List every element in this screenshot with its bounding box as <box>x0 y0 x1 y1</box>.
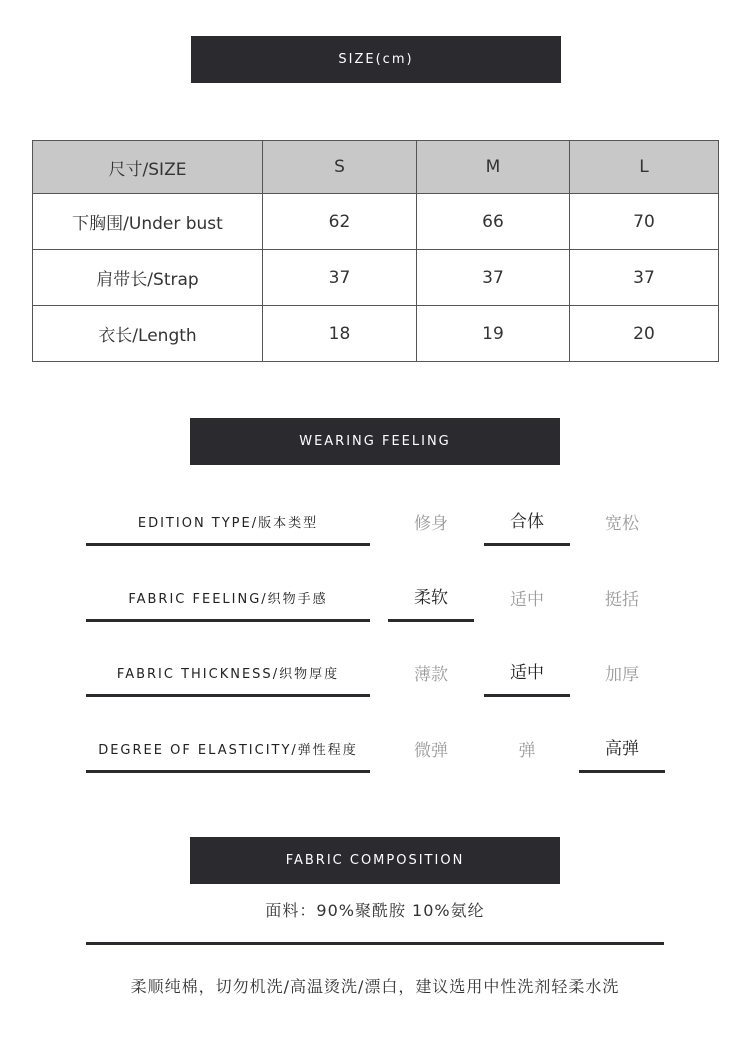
feel-row-fabric-feeling <box>0 575 750 625</box>
table-row <box>33 306 719 362</box>
table-cell: 37 <box>417 250 570 306</box>
feel-option: 弹 <box>518 740 536 761</box>
feel-option: 加厚 <box>605 664 639 685</box>
feel-row-edition-type <box>0 499 750 549</box>
size-header-label: 尺寸/SIZE <box>33 141 263 194</box>
feel-option: 适中 <box>510 589 544 610</box>
wearing-feeling-title: WEARING FEELING <box>299 434 451 449</box>
feel-option-selected: 高弹 <box>579 726 665 773</box>
fabric-composition-text: 面料：90%聚酰胺 10%氨纶 <box>265 900 485 920</box>
feel-underline <box>86 694 370 697</box>
table-cell: 70 <box>570 194 719 250</box>
care-instructions: 柔顺纯棉，切勿机洗/高温烫洗/漂白，建议选用中性洗剂轻柔水洗 <box>130 976 620 996</box>
feel-option: 宽松 <box>605 513 639 534</box>
feel-option: 修身 <box>414 513 448 534</box>
size-section-title: SIZE(cm) <box>338 52 414 67</box>
feel-row-fabric-thickness <box>0 650 750 700</box>
table-cell: 19 <box>417 306 570 362</box>
size-header-l: L <box>570 141 719 194</box>
feel-option-selected: 合体 <box>484 499 570 546</box>
table-row <box>33 194 719 250</box>
size-table <box>32 140 719 362</box>
size-section-banner <box>191 36 561 83</box>
feel-option-selected: 适中 <box>484 650 570 697</box>
fabric-composition-title: FABRIC COMPOSITION <box>285 853 465 868</box>
size-header-s: S <box>263 141 417 194</box>
feel-row-elasticity <box>0 726 750 776</box>
wearing-feeling-banner <box>190 418 560 465</box>
feel-label: DEGREE OF ELASTICITY/弹性程度 <box>98 742 358 758</box>
feel-underline <box>86 770 370 773</box>
table-cell: 18 <box>263 306 417 362</box>
table-cell: 37 <box>263 250 417 306</box>
table-row <box>33 250 719 306</box>
table-cell: 66 <box>417 194 570 250</box>
feel-label: FABRIC FEELING/织物手感 <box>128 591 328 607</box>
feel-option-selected: 柔软 <box>388 575 474 622</box>
size-table-header-row <box>33 141 719 194</box>
fabric-composition-banner <box>190 837 560 884</box>
row-label-length: 衣长/Length <box>33 306 263 362</box>
divider <box>86 942 664 945</box>
feel-underline <box>86 543 370 546</box>
feel-label: EDITION TYPE/版本类型 <box>137 515 319 531</box>
feel-option: 薄款 <box>414 664 448 685</box>
feel-label: FABRIC THICKNESS/织物厚度 <box>116 666 340 682</box>
table-cell: 20 <box>570 306 719 362</box>
feel-underline <box>86 619 370 622</box>
row-label-strap: 肩带长/Strap <box>33 250 263 306</box>
table-cell: 37 <box>570 250 719 306</box>
table-cell: 62 <box>263 194 417 250</box>
row-label-under-bust: 下胸围/Under bust <box>33 194 263 250</box>
feel-option: 挺括 <box>605 589 639 610</box>
size-header-m: M <box>417 141 570 194</box>
feel-option: 微弹 <box>414 740 448 761</box>
